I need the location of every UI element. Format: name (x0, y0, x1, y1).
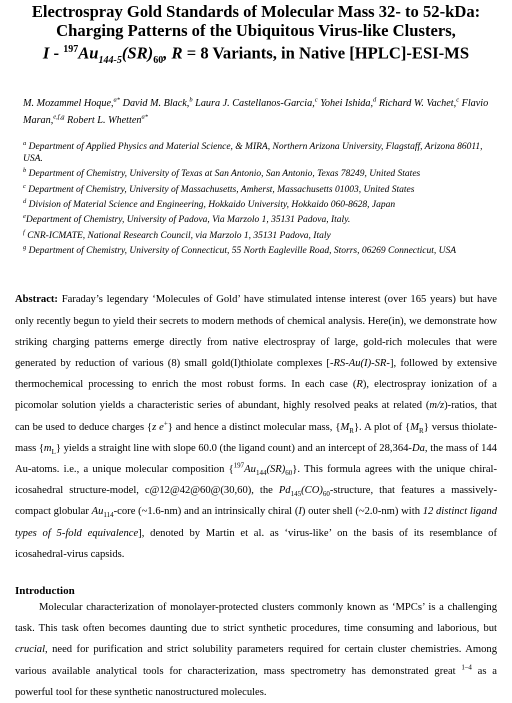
title-au: Au (78, 43, 99, 63)
affiliation: $^g$ Department of Chemistry, University of Connecticut, 55 North Eagleville Road, Storrs, 06269 Connecticut, USA (23, 243, 457, 257)
affiliation: $^f$ CNR-ICMATE, National Research Council, via Marzolo 1, 35131 Padova, Italy (23, 228, 331, 241)
title-sr: (SR) (121, 43, 154, 63)
abstract-label: Abstract: (15, 294, 58, 306)
affiliation: $^d$ Division of Material Science and Engineering, Hokkaido University, Hokkaido 060-8628, Japan (23, 197, 396, 211)
author: Yohei Ishida,$^d$ (317, 96, 377, 110)
title-au-count: 144-5 (98, 54, 122, 66)
author: Richard W. Vachet,$^c$ (376, 96, 460, 110)
affiliation: $^c$ Department of Chemistry, University of Massachusetts, Amherst, Massachusetts 01003, United States (23, 182, 415, 195)
affiliation-list (15, 138, 497, 258)
abstract: Abstract: Faraday’s legendary ‘Molecules of Gold’ have stimulated intense interest (over 165 years) but have only recently begun to yield their secrets to modern methods of chemical analysis. Here(in), we demonstrate how striking charging patterns emerge directly from native electrospray of large, gold-rich molecules that were generated by reduction of various (8) small gold(I)thiolate complexes [-RS-Au(I)-SR-], followed by extensive thermochemical processing to enrich the most robust forms. In each case (R), electrospray ionization of a picomolar solution yields a characteristic series of abundant, highly resolved peaks at related (m/z)-ratios, that can be used to deduce charges {z e+} and hence a distinct molecular mass, $\{M_R\}$. A plot of $\{M_R\}$ versus thiolate-mass $\{m_L\}$ yields a straight line with slope 60.0 (the ligand count) and an intercept of 28,364-Da, the mass of 144 Au-atoms. i.e., a unique molecular composition $\{^{197}Au_{144}(SR)_{60}\}$. This formula agrees with the unique chiral-icosahedral structure-model, c@12@42@60@(30,60), the $Pd_{145}(CO)_{60}$-structure, that features a massively-compact globular $Au_{114}$-core (~1.6-nm) and an intrinsically chiral (I) outer shell (~2.0-nm) with 12 distinct ligand types of 5-fold equivalence], denoted by Martin et al. as ‘virus-like’ on the basis of its resemblance of icosahedral-virus capsids. (15, 294, 498, 560)
title-r: , R (163, 43, 183, 63)
author: David M. Black,$^b$ (120, 96, 193, 110)
paper-title (15, 0, 497, 70)
author: Flavio Maran,$^{e,f,g}$ (23, 98, 489, 127)
affiliation: $^e$Department of Chemistry, University of Padova, Via Marzolo 1, 35131 Padova, Italy. (23, 213, 351, 226)
affiliation: $^a$ Department of Applied Physics and Material Science, & MIRA, Northern Arizona University, Flagstaff, Arizona 86011, USA. (23, 139, 483, 164)
author: Laura J. Castellanos-Garcia,$^c$ (192, 96, 318, 110)
title-isomer-var: I (42, 43, 50, 63)
title-sr-count: 60 (153, 54, 164, 66)
introduction-paragraph: Molecular characterization of monolayer-protected clusters commonly known as ‘MPCs’ is a challenging task. This task often becomes daunting due to strict synthetic procedures, time consuming and laborious, but crucial, need for purification and strict solubility parameters required for certain cluster chemistries. Among various available analytical tools for characterization, mass spectrometry has demonstrated great $^{1-4}$ as a powerful tool for these synthetic nanostructured molecules. (15, 601, 497, 698)
author-list (15, 94, 497, 128)
author: Robert L. Whetten$^{a*}$ (64, 113, 148, 127)
title-line-3 (15, 40, 497, 70)
title-isotope: 197 (63, 44, 79, 55)
section-heading-introduction: Introduction (15, 584, 75, 597)
affiliation: $^b$ Department of Chemistry, University of Texas at San Antonio, San Antonio, Texas 78249, United States (23, 167, 421, 180)
title-sep: - (49, 43, 64, 63)
title-line-1: Electrospray Gold Standards of Molecular Mass 32- to 52-kDa: (31, 2, 481, 21)
title-line-2: Charging Patterns of the Ubiquitous Virus-like Clusters, (56, 21, 456, 40)
title-rest: = 8 Variants, in Native [HPLC]-ESI-MS (182, 43, 470, 63)
author: M. Mozammel Hoque,$^{a*}$ (23, 96, 121, 110)
